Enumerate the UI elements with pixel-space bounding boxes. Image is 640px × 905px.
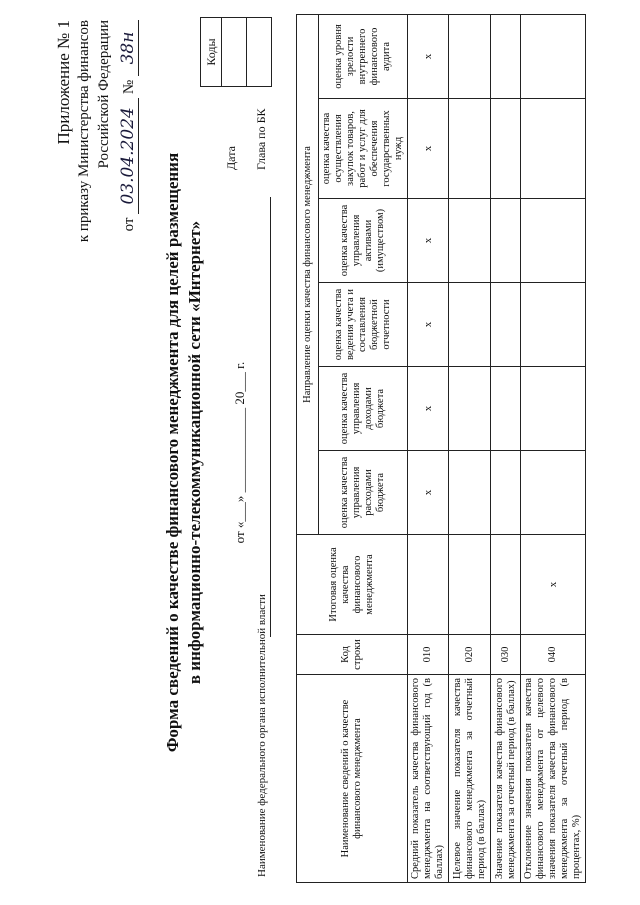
value-cell[interactable] <box>491 367 521 451</box>
value-cell[interactable]: x <box>408 199 449 283</box>
appendix-date-number <box>118 20 139 231</box>
value-cell[interactable] <box>491 99 521 199</box>
value-cell[interactable] <box>491 535 521 635</box>
header-total: Итоговая оценка качества финансового менеджмента <box>297 535 408 635</box>
org-name-line <box>270 197 271 637</box>
value-cell[interactable] <box>521 367 586 451</box>
codes-date-label: Дата <box>224 146 238 170</box>
appendix-order-ref: к приказу Министерства финансов <box>76 20 92 243</box>
form-title-line1: Форма сведений о качестве финансового менеджмента для целей размещения <box>163 152 182 753</box>
row-code: 010 <box>408 635 449 675</box>
value-cell[interactable] <box>408 535 449 635</box>
table-header-row-1 <box>297 14 319 882</box>
value-cell[interactable] <box>491 199 521 283</box>
table-row <box>521 14 586 882</box>
row-name: Значение показателя качества финансового менеджмента за отчетный период (в баллах) <box>491 675 521 883</box>
value-cell[interactable]: x <box>408 283 449 367</box>
header-direction-audit: оценка уровня зрелости внутреннего финансового аудита <box>319 14 408 98</box>
value-cell[interactable] <box>449 14 491 98</box>
value-cell[interactable]: x <box>521 535 586 635</box>
value-cell[interactable] <box>449 199 491 283</box>
value-cell[interactable] <box>491 14 521 98</box>
header-code: Код строки <box>297 635 408 675</box>
appendix-ministry: Российской Федерации <box>96 20 112 169</box>
value-cell[interactable] <box>491 451 521 535</box>
header-direction-expenses: оценка качества управления расходами бюджета <box>319 451 408 535</box>
form-title-line2: в информационно-телекоммуникационной сети «Интернет» <box>185 220 204 685</box>
header-direction-revenues: оценка качества управления доходами бюджета <box>319 367 408 451</box>
header-direction-assets: оценка качества управления активами (имуществом) <box>319 199 408 283</box>
codes-chapter-label: Глава по БК <box>254 108 268 170</box>
header-direction-accounting: оценка качества ведения учета и составления бюджетной отчетности <box>319 283 408 367</box>
table-row <box>491 14 521 882</box>
row-code: 020 <box>449 635 491 675</box>
date-prefix: от <box>121 217 137 232</box>
appendix-number: Приложение № 1 <box>54 20 73 145</box>
header-direction-procurement: оценка качества осуществления закупок товаров, работ и услуг для обеспечения государственных нужд <box>319 99 408 199</box>
row-code: 030 <box>491 635 521 675</box>
value-cell[interactable] <box>449 283 491 367</box>
value-cell[interactable]: x <box>408 14 449 98</box>
order-date-handwritten: 03.04.2024 <box>118 98 139 214</box>
table-row <box>449 14 491 882</box>
value-cell[interactable] <box>449 367 491 451</box>
row-name: Отклонение значения показателя качества финансового менеджмента от целевого значения показателя качества финансового менеджмента за отчетный период (в процентах, %) <box>521 675 586 883</box>
financial-management-table <box>296 14 586 883</box>
row-name: Средний показатель качества финансового менеджмента на соответствующий год (в баллах) <box>408 675 449 883</box>
number-prefix: № <box>121 79 137 95</box>
table-row <box>408 14 449 882</box>
header-name: Наименование сведений о качестве финансового менеджмента <box>297 675 408 883</box>
value-cell[interactable]: x <box>408 367 449 451</box>
codes-chapter-box <box>246 17 272 87</box>
value-cell[interactable] <box>521 14 586 98</box>
row-code: 040 <box>521 635 586 675</box>
value-cell[interactable] <box>521 451 586 535</box>
value-cell[interactable] <box>449 535 491 635</box>
value-cell[interactable]: x <box>408 99 449 199</box>
form-title <box>162 0 206 905</box>
value-cell[interactable] <box>449 451 491 535</box>
org-label: Наименование федерального органа исполнительной власти <box>256 594 268 877</box>
codes-header-box: Коды <box>200 17 222 87</box>
value-cell[interactable] <box>521 99 586 199</box>
codes-date-box <box>221 17 247 87</box>
value-cell[interactable] <box>491 283 521 367</box>
report-date-line: от «___» _____________ 20___ г. <box>232 361 247 544</box>
value-cell[interactable] <box>521 199 586 283</box>
value-cell[interactable]: x <box>408 451 449 535</box>
value-cell[interactable] <box>449 99 491 199</box>
order-number-handwritten: 38н <box>118 20 139 76</box>
header-directions-group: Направление оценки качества финансового менеджмента <box>297 14 319 534</box>
value-cell[interactable] <box>521 283 586 367</box>
row-name: Целевое значение показателя качества финансового менеджмента за отчетный период (в баллах) <box>449 675 491 883</box>
